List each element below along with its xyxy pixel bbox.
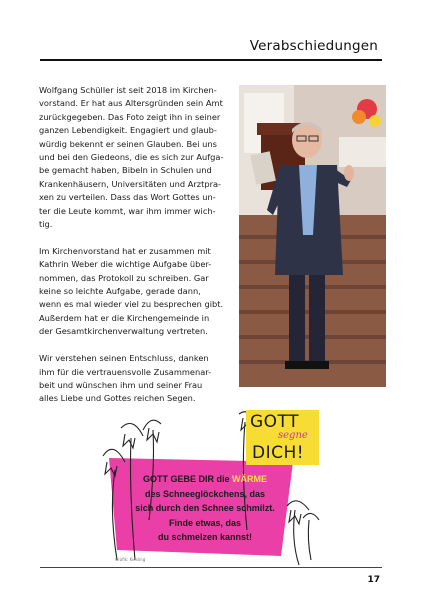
section-title: Verabschiedungen: [249, 38, 378, 54]
text-line: Im Kirchenvorstand hat er zusammen mit: [39, 245, 211, 256]
text-line: Wolfgang Schüller ist seit 2018 im Kirchen-: [39, 85, 217, 95]
text-line: vorstand. Er hat aus Altersgründen sein Amt: [39, 98, 223, 109]
badge-text-gott: GOTT: [250, 412, 300, 432]
text-line: Außerdem hat er die Kirchengemeinde in: [39, 312, 210, 323]
text-line: ganzen Lebendigkeit. Engagiert und glaub-: [39, 125, 217, 136]
greeting-line-1: [131, 472, 279, 487]
greeting-line-2: des Schneeglöckchens, das: [144, 488, 266, 499]
image-credit: Grafik: Kiesling: [115, 557, 146, 562]
text-line: würdig bekennt er seinen Glauben. Bei uns: [39, 138, 217, 149]
text-line: Wir verstehen seinen Entschluss, danken: [39, 353, 209, 364]
greeting-line-5: du schmelzen kannst!: [157, 532, 253, 542]
greeting-line-3: sich durch den Schnee schmilzt.: [135, 503, 275, 513]
text-line: tig.: [39, 219, 53, 230]
text-line: be gemacht haben, Bibeln in Schulen und: [39, 165, 212, 176]
header-divider: [40, 59, 382, 61]
text-line: und bei den Giedeons, die es sich zur Aufga-: [39, 152, 224, 163]
text-line: xen zu verteilen. Dass das Wort Gottes un-: [39, 192, 216, 203]
paragraph-3: [39, 352, 237, 406]
paragraph-1: [39, 84, 237, 231]
text-line: alles Liebe und Gottes reichen Segen.: [39, 393, 196, 404]
text-line: der Gesamtkirchenverwaltung vertreten.: [39, 326, 208, 337]
text-line: keine so leichte Aufgabe, gerade dann,: [39, 286, 201, 297]
text-line: nommen, das Protokoll zu schreiben. Gar: [39, 272, 209, 283]
text-line: ter die Leute kommt, war ihm immer wich-: [39, 205, 216, 216]
footer-divider: [40, 567, 382, 568]
greeting-text: [131, 472, 279, 545]
greeting-prefix: GOTT GEBE DIR die: [142, 474, 232, 484]
text-line: Krankenhäusern, Universitäten und Arztpra-: [39, 178, 222, 189]
text-line: Kathrin Weber die wichtige Aufgabe über-: [39, 259, 212, 270]
portrait-photo: [239, 85, 386, 387]
article-body: [39, 84, 237, 419]
photo-illustration: [239, 85, 386, 387]
greeting-line-4: Finde etwas, das: [168, 517, 242, 528]
paragraph-2: [39, 245, 237, 339]
text-line: zurückgegeben. Das Foto zeigt ihn in seiner: [39, 111, 221, 122]
text-line: wenn es mal wieder viel zu besprechen gibt.: [39, 299, 224, 310]
page-number: 17: [367, 575, 380, 585]
text-line: beit und wünschen ihm und seiner Frau: [39, 379, 203, 390]
badge-text-segne: segne: [278, 430, 308, 441]
text-line: ihm für die vertrauensvolle Zusammenar-: [39, 366, 212, 377]
badge-text-dich: DICH!: [252, 443, 305, 463]
greeting-highlight: WÄRME: [232, 474, 267, 484]
